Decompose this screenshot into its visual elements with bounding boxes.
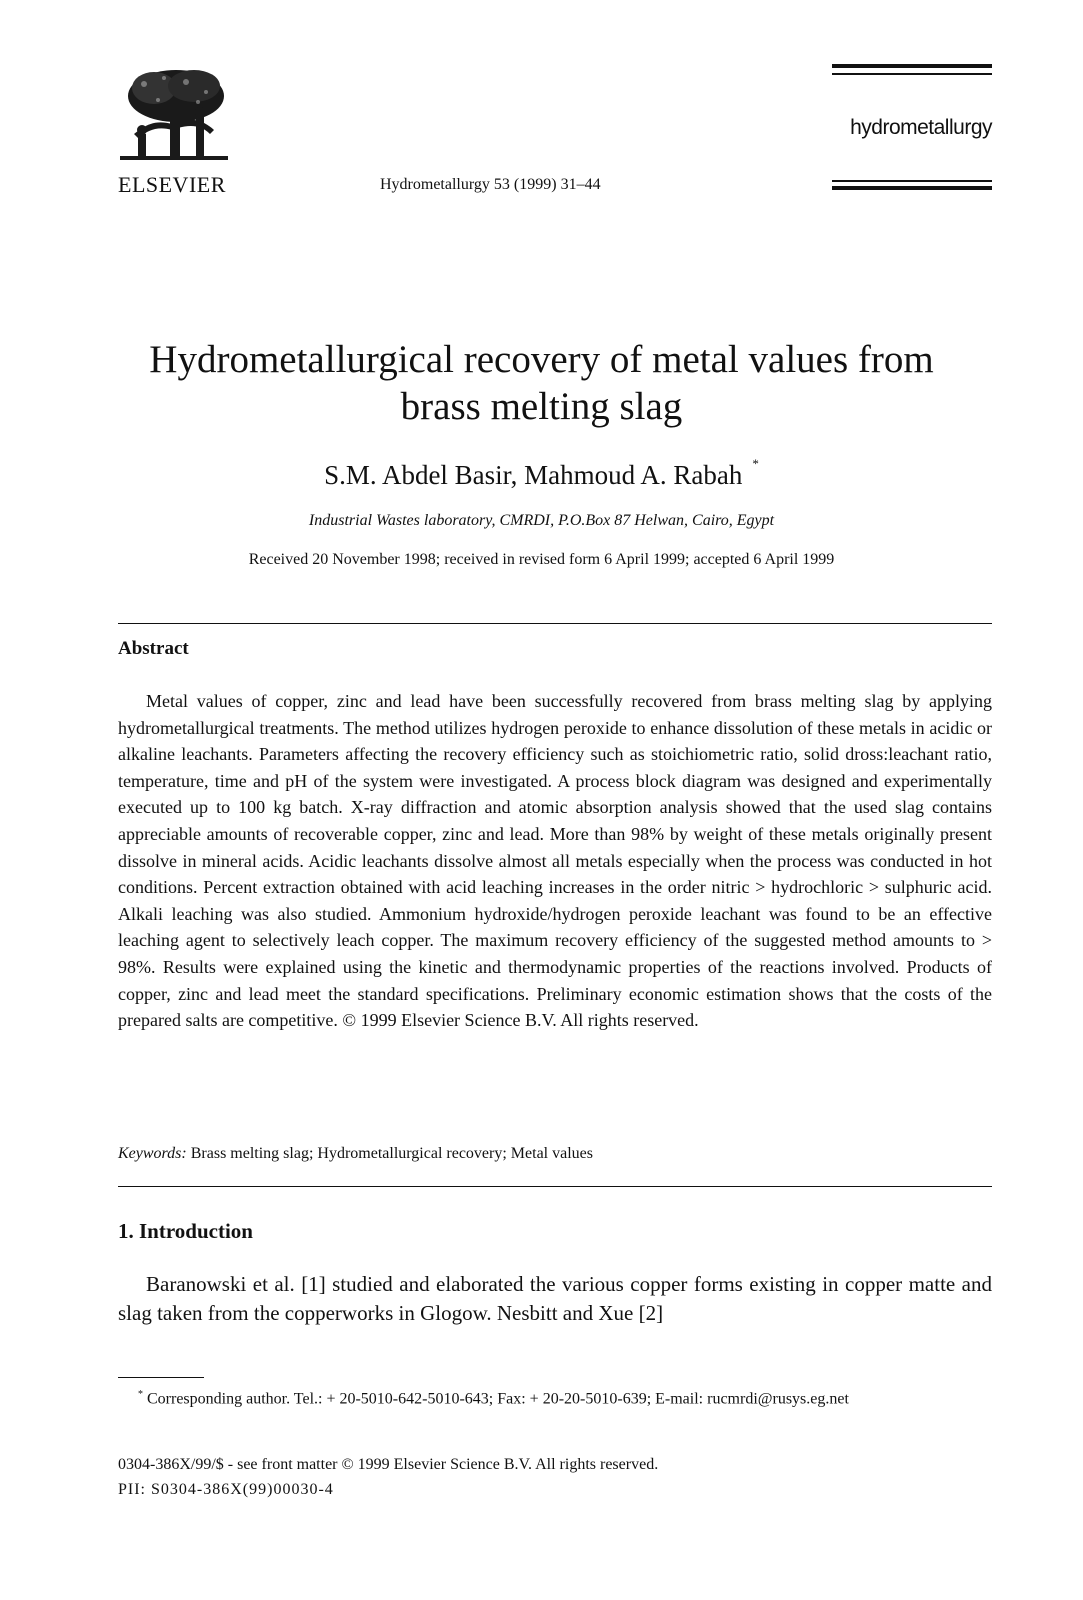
- header-rule-bottom-thin: [832, 180, 992, 182]
- pii-line: PII: S0304-386X(99)00030-4: [118, 1481, 334, 1498]
- abstract-top-rule: [118, 623, 992, 624]
- footnote-rule: [118, 1377, 204, 1378]
- corresponding-author-footnote: [118, 1383, 992, 1411]
- author-names: S.M. Abdel Basir, Mahmoud A. Rabah: [324, 460, 743, 490]
- introduction-body: Baranowski et al. [1] studied and elaborated the various copper forms existing in copper matte and slag taken from the copperworks in Glogow. Nesbitt and Xue [2]: [118, 1272, 992, 1325]
- introduction-heading: 1. Introduction: [118, 1219, 253, 1243]
- keywords: [118, 1145, 992, 1163]
- abstract-bottom-rule: [118, 1186, 992, 1187]
- journal-citation: Hydrometallurgy 53 (1999) 31–44: [380, 176, 601, 193]
- author-affiliation: Industrial Wastes laboratory, CMRDI, P.O.Box 87 Helwan, Cairo, Egypt: [308, 512, 775, 529]
- corresponding-author-mark: *: [752, 456, 759, 471]
- abstract-heading: Abstract: [118, 638, 189, 659]
- article-authors: [60, 456, 1023, 491]
- header-rule-top-thin: [832, 73, 992, 75]
- article-title-line-2: brass melting slag: [400, 385, 683, 428]
- journal-name: hydrometallurgy: [850, 116, 992, 139]
- publisher-name: ELSEVIER: [118, 172, 226, 197]
- elsevier-tree-logo-icon: [114, 64, 234, 174]
- article-title-line-1: Hydrometallurgical recovery of metal values from: [149, 338, 934, 381]
- keywords-label: Keywords:: [118, 1145, 187, 1162]
- keywords-text: Brass melting slag; Hydrometallurgical recovery; Metal values: [190, 1145, 593, 1162]
- front-matter-line: 0304-386X/99/$ - see front matter © 1999 Elsevier Science B.V. All rights reserved.: [118, 1456, 659, 1473]
- header-rule-bottom-thick: [832, 186, 992, 190]
- article-title: [60, 336, 1023, 430]
- footnote-text: Corresponding author. Tel.: + 20-5010-642-5010-643; Fax: + 20-20-5010-639; E-mail: rucmrdi@rusys.eg.net: [147, 1390, 849, 1408]
- footnote-mark: *: [138, 1389, 143, 1400]
- header-rule-top-thick: [832, 64, 992, 68]
- article-history: Received 20 November 1998; received in revised form 6 April 1999; accepted 6 April 1999: [248, 551, 835, 568]
- abstract-body: Metal values of copper, zinc and lead have been successfully recovered from brass melting slag by applying hydrometallurgical treatments. The method utilizes hydrogen peroxide to enhance dissolution of these metals in acidic or alkaline leachants. Parameters affecting the recovery efficiency such as stoichiometric ratio, solid dross:leachant ratio, temperature, time and pH of the system were investigated. A process block diagram was designed and experimentally executed up to 100 kg batch. X-ray diffraction and atomic absorption analysis showed that the used slag contains appreciable amounts of recoverable copper, zinc and lead. More than 98% by weight of these metals originally present dissolve in mineral acids. Acidic leachants dissolve almost all metals especially when the process was conducted in hot conditions. Percent extraction obtained with acid leaching increases in the order nitric > hydrochloric > sulphuric acid. Alkali leaching was also studied. Ammonium hydroxide/hydrogen peroxide leachant was found to be an effective leaching agent to selectively leach copper. The maximum recovery efficiency of the suggested method amounts to > 98%. Results were explained using the kinetic and thermodynamic properties of the reactions involved. Products of copper, zinc and lead meet the standard specifications. Preliminary economic estimation shows that the costs of the prepared salts are competitive. © 1999 Elsevier Science B.V. All rights reserved.: [118, 691, 992, 1031]
